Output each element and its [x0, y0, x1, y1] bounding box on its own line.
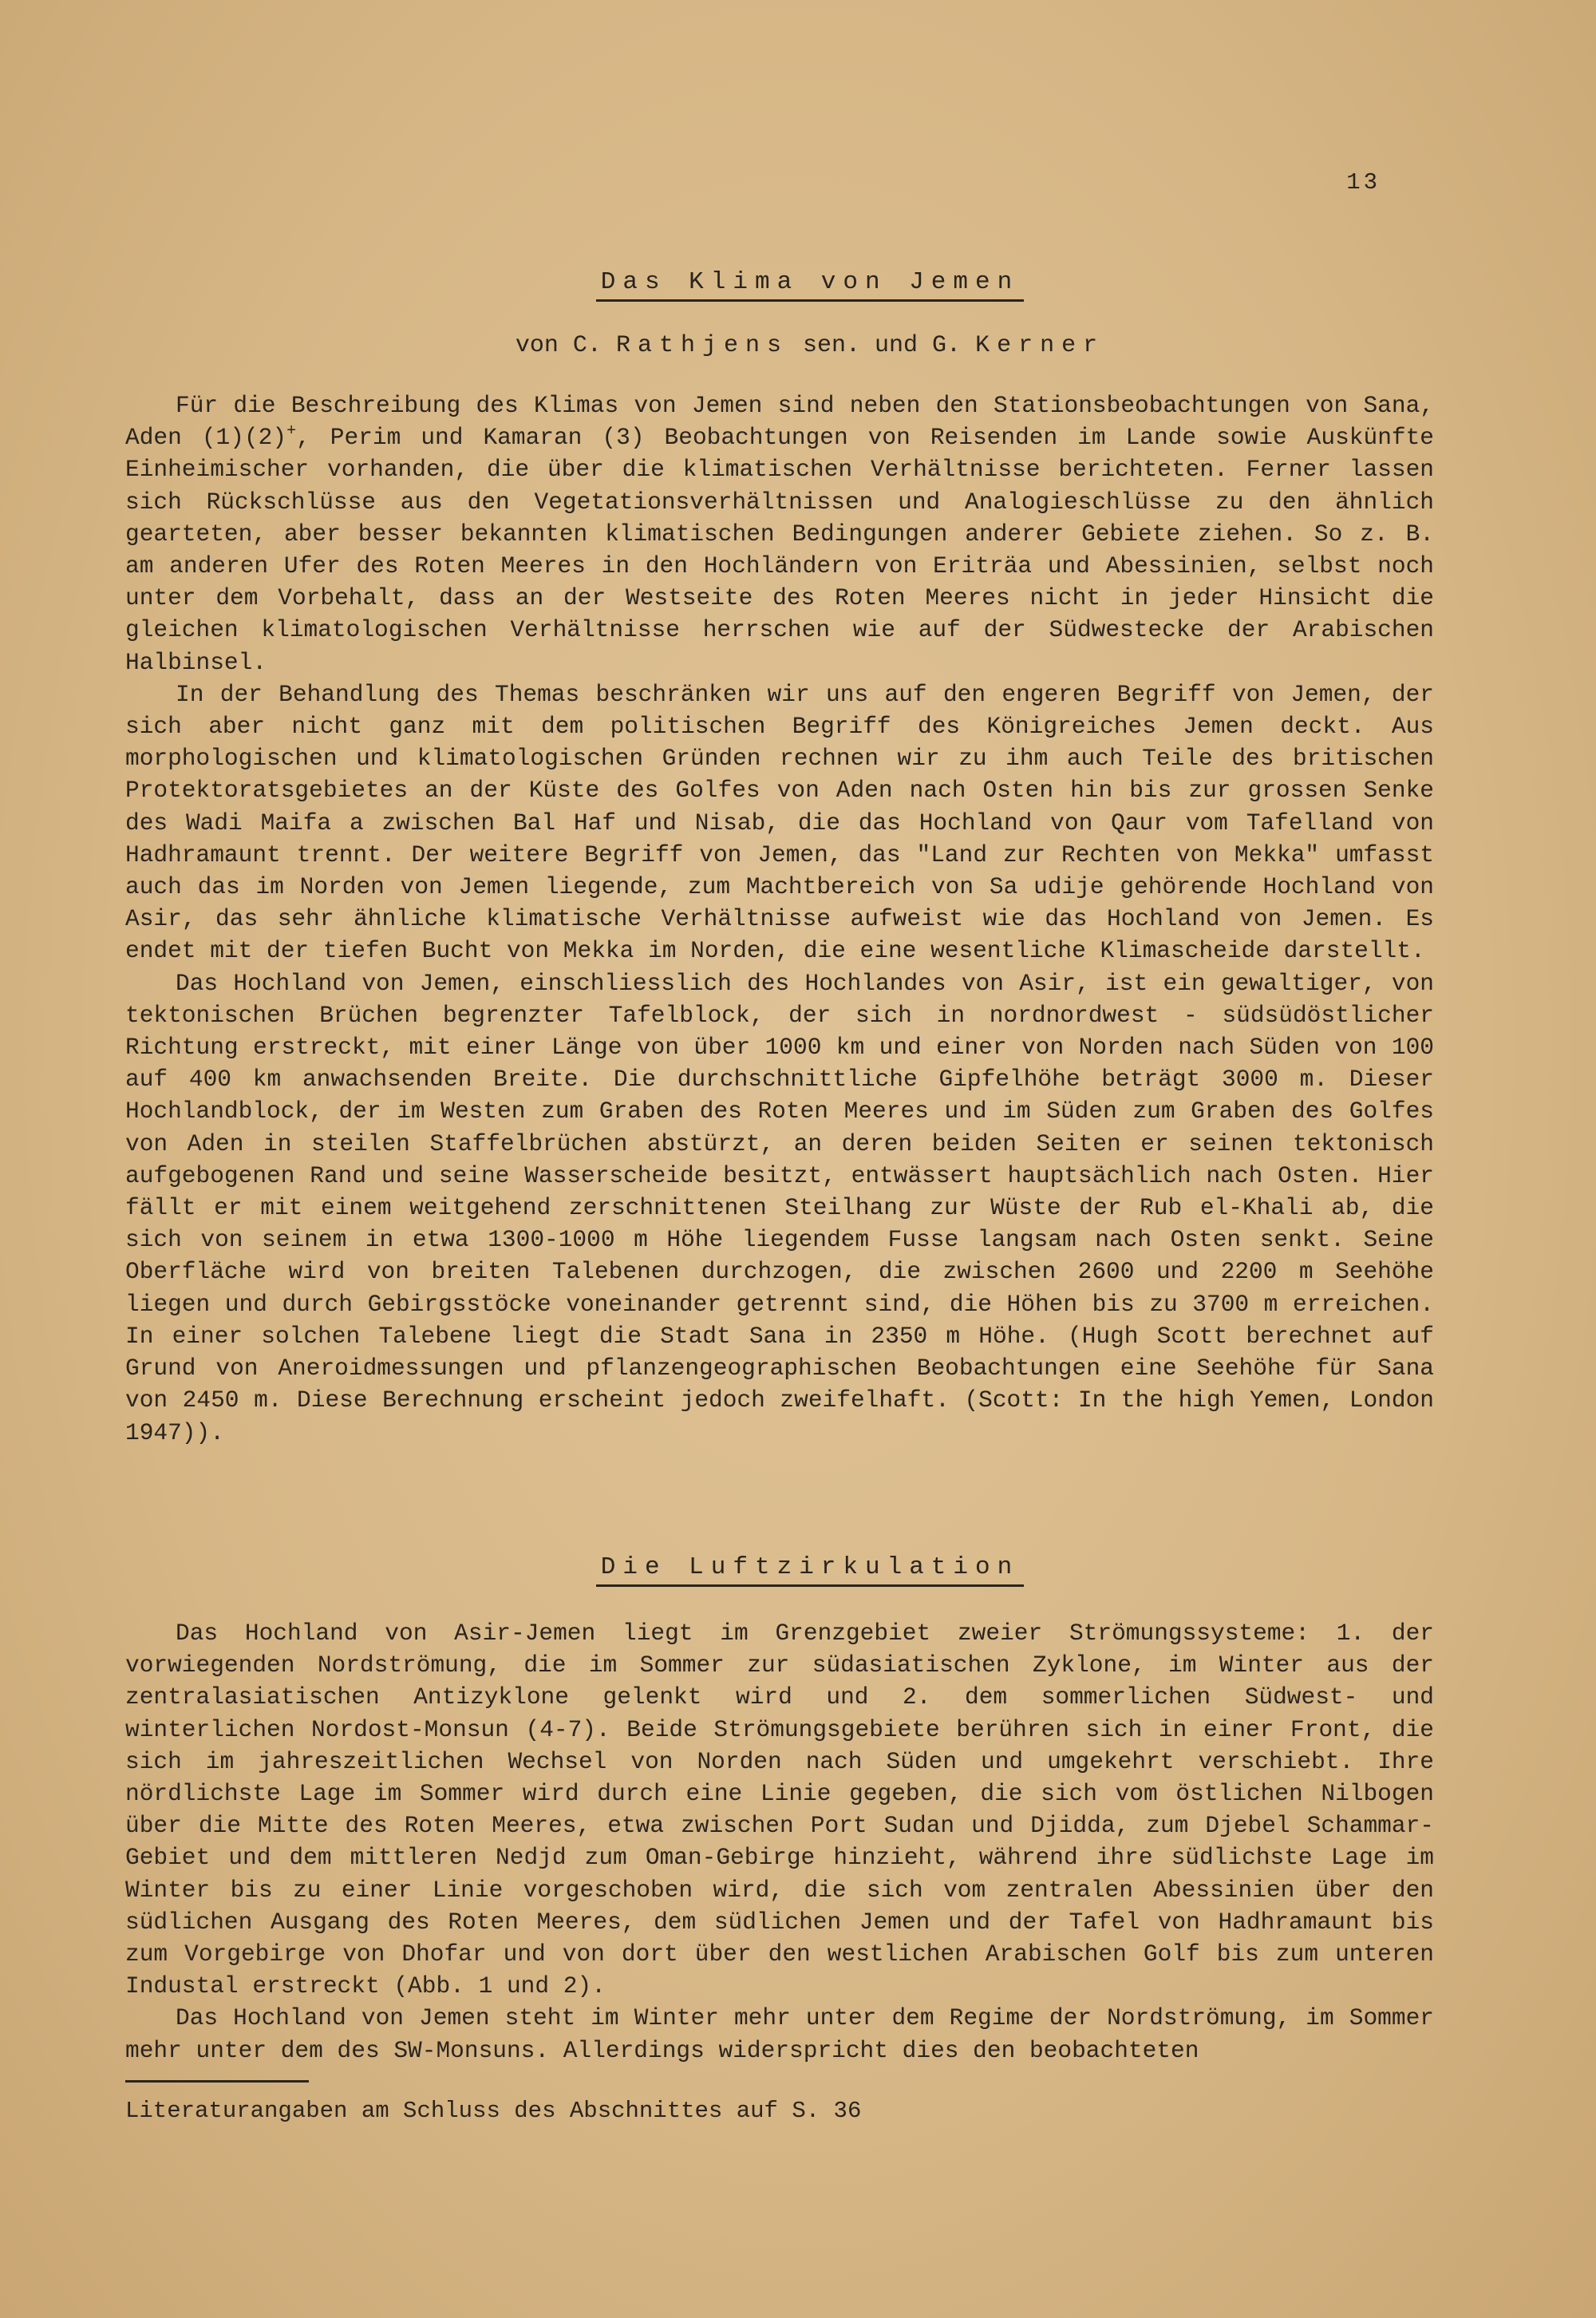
article-title-text: Das Klima von Jemen — [596, 268, 1024, 302]
section-2-body — [125, 1617, 1434, 2067]
paragraph: Das Hochland von Jemen steht im Winter mehr unter dem Regime der Nordströmung, im Sommer mehr unter dem des SW-Monsuns. Allerdings widerspricht dies den beobachteten — [125, 2004, 1434, 2064]
author-line — [0, 332, 1596, 359]
article-title — [0, 268, 1596, 302]
paragraph-text: , Perim und Kamaran (3) Beobachtungen von Reisenden im Lande sowie Auskünfte Einheimischer vorhanden, die über die klimatischen Verhältnisse berichteten. Ferner lassen sich Rückschlüsse aus den Vegetationsverhältnissen und Analogieschlüsse zu den ähnlich gearteten, aber besser bekannten klimatischen Bedingungen anderer Gebiete ziehen. So z. B. am anderen Ufer des Roten Meeres in den Hochländern von Eriträa und Abessinien, selbst noch unter dem Vorbehalt, dass an der Westseite des Roten Meeres nicht in jeder Hinsicht die gleichen klimatologischen Verhältnisse herrschen wie auf der Südwestecke der Arabischen Halbinsel. — [125, 424, 1435, 676]
section-1-body — [125, 390, 1434, 1449]
footnote-marker: + — [286, 422, 297, 441]
paragraph: In der Behandlung des Themas beschränken wir uns auf den engeren Begriff von Jemen, der sich aber nicht ganz mit dem politischen Begriff des Königreiches Jemen deckt. Aus morphologischen und klimatologischen Gründen rechnen wir zu ihm auch Teile des britischen Protektoratsgebietes an der Küste des Golfes von Aden nach Osten hin bis zur grossen Senke des Wadi Maifa a zwischen Bal Haf und Nisab, die das Hochland von Qaur vom Tafelland von Hadhramaunt trennt. Der weitere Begriff von Jemen, das "Land zur Rechten von Mekka" umfasst auch das im Norden von Jemen liegende, zum Machtbereich von Sa udije gehörende Hochland von Asir, das sehr ähnliche klimatische Verhältnisse aufweist wie das Hochland von Jemen. Es endet mit der tiefen Bucht von Mekka im Norden, die eine wesentliche Klimascheide darstellt. — [125, 680, 1434, 965]
author-prefix: von C. — [515, 332, 602, 359]
footnote: Literaturangaben am Schluss des Abschnittes auf S. 36 — [125, 2098, 862, 2124]
page-number: 13 — [1346, 169, 1381, 196]
paragraph: Das Hochland von Asir-Jemen liegt im Grenzgebiet zweier Strömungssysteme: 1. der vorwiegenden Nordströmung, die im Sommer zur südasiatischen Zyklone, im Winter aus der zentralasiatischen Antizyklone gelenkt wird und 2. dem sommerlichen Südwest- und winterlichen Nordost-Monsun (4-7). Beide Strömungsgebiete berühren sich in einer Front, die sich im jahreszeitlichen Wechsel von Norden nach Süden und umgekehrt verschiebt. Ihre nördlichste Lage im Sommer wird durch eine Linie gegeben, die sich vom östlichen Nilbogen über die Mitte des Roten Meeres, etwa zwischen Port Sudan und Djidda, zum Djebel Schammar-Gebiet und dem mittleren Nedjd zum Oman-Gebirge hinzieht, während ihre südlichste Lage im Winter bis zu einer Linie vorgeschoben wird, die sich vom zentralen Abessinien über den südlichen Ausgang des Roten Meeres, dem südlichen Jemen und der Tafel von Hadhramaunt bis zum Vorgebirge von Dhofar und von dort über den westlichen Arabischen Golf bis zum unteren Industal erstreckt (Abb. 1 und 2). — [125, 1620, 1434, 2000]
paragraph — [125, 390, 1434, 678]
footnote-divider — [125, 2080, 309, 2083]
author-mid: sen. und G. — [803, 332, 962, 359]
section-heading-text: Die Luftzirkulation — [596, 1553, 1024, 1587]
paragraph-text: Für die Beschreibung des Klimas von Jemen sind neben den Stationsbeobachtungen von Sana, Aden (1)(2) — [125, 392, 1434, 452]
author-name-1: Rathjens — [615, 332, 788, 359]
paragraph: Das Hochland von Jemen, einschliesslich des Hochlandes von Asir, ist ein gewaltiger, von tektonischen Brüchen begrenzter Tafelblock, der sich in nordnordwest - südsüdöstlicher Richtung erstreckt, mit einer Länge von über 1000 km und einer von Norden nach Süden von 100 auf 400 km anwachsenden Breite. Die durchschnittliche Gipfelhöhe beträgt 3000 m. Dieser Hochlandblock, der im Westen zum Graben des Roten Meeres und im Süden zum Graben des Golfes von Aden in steilen Staffelbrüchen abstürzt, an deren beiden Seiten er seinen tektonisch aufgebogenen Rand und seine Wasserscheide besitzt, entwässert hauptsächlich nach Osten. Hier fällt er mit einem weitgehend zerschnittenen Steilhang zur Wüste der Rub el-Khali ab, die sich von seinem in etwa 1300-1000 m Höhe liegendem Fusse langsam nach Osten senkt. Seine Oberfläche wird von breiten Talebenen durchzogen, die zwischen 2600 und 2200 m Seehöhe liegen und durch Gebirgsstöcke voneinander getrennt sind, die Höhen bis zu 3700 m erreichen. In einer solchen Talebene liegt die Stadt Sana in 2350 m Höhe. (Hugh Scott berechnet auf Grund von Aneroidmessungen und pflanzengeographischen Beobachtungen eine Seehöhe für Sana von 2450 m. Diese Berechnung erscheint jedoch zweifelhaft. (Scott: In the high Yemen, London 1947)). — [125, 969, 1434, 1446]
section-heading — [0, 1553, 1596, 1587]
author-name-2: Kerner — [975, 332, 1105, 359]
